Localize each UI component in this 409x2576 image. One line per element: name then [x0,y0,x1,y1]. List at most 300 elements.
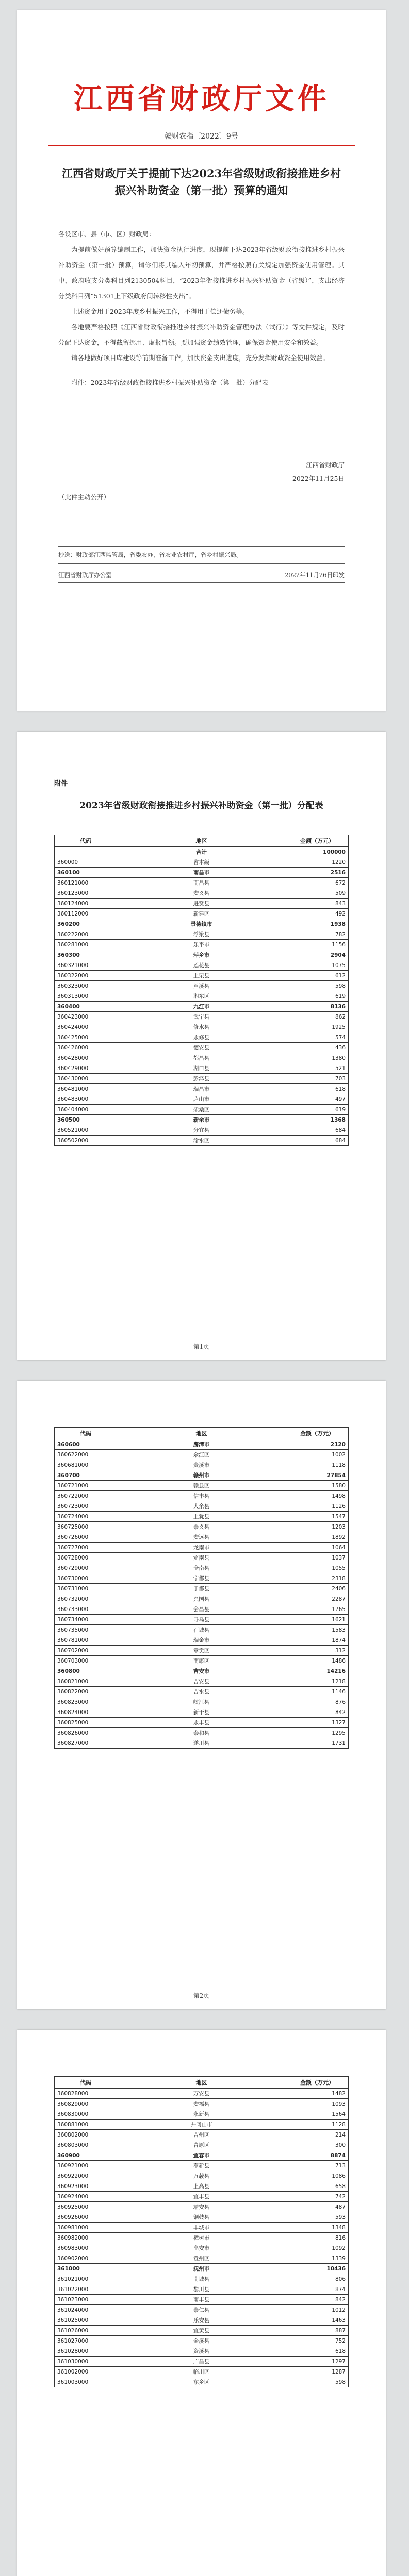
cell-amount: 684 [286,1125,349,1136]
issue-row [58,568,345,583]
cell-amount: 1874 [286,1635,349,1646]
cell-amount: 1002 [286,1450,349,1460]
cell-amount: 618 [286,1084,349,1094]
table-row [55,1625,349,1635]
cell-code: 360982000 [55,2233,117,2243]
table-row [55,1718,349,1728]
table-row [55,1012,349,1022]
cell-region: 德安县 [117,1043,286,1053]
cell-code: 360721000 [55,1481,117,1491]
cell-region: 修水县 [117,1022,286,1032]
cell-code: 360726000 [55,1532,117,1543]
cell-code: 360222000 [55,929,117,940]
cell-amount: 1368 [286,1115,349,1125]
cell-region: 赣州市 [117,1470,286,1481]
cell-code: 360428000 [55,1053,117,1063]
header-region: 地区 [117,835,286,847]
cell-region: 柴桑区 [117,1105,286,1115]
cell-code: 360322000 [55,971,117,981]
cell-region: 靖安县 [117,2202,286,2212]
cell-code: 361003000 [55,2377,117,2387]
cell-code: 360981000 [55,2223,117,2233]
table-row [55,919,349,929]
table-row [55,1053,349,1063]
cell-region: 吉州区 [117,2130,286,2140]
disclosure-note: （此件主动公开） [58,493,110,501]
cell-region: 信丰县 [117,1491,286,1501]
cell-amount: 1218 [286,1676,349,1687]
cell-region: 乐平市 [117,940,286,950]
cell-amount: 684 [286,1136,349,1146]
table-row [55,2130,349,2140]
table-row [55,2336,349,2346]
table-row [55,899,349,909]
cell-code: 361026000 [55,2326,117,2336]
cell-region: 庐山市 [117,1094,286,1105]
cell-code: 360823000 [55,1697,117,1707]
cell-code: 360730000 [55,1573,117,1584]
cell-code: 360781000 [55,1635,117,1646]
cell-region: 全南县 [117,1563,286,1573]
cell-amount: 1892 [286,1532,349,1543]
table-row [55,971,349,981]
cell-code: 360828000 [55,2089,117,2099]
cell-region: 万安县 [117,2089,286,2099]
table-row [55,2192,349,2202]
table-row [55,1481,349,1491]
cell-code: 360821000 [55,1676,117,1687]
cell-region: 进贤县 [117,899,286,909]
cell-region: 井冈山市 [117,2120,286,2130]
table-row [55,2140,349,2150]
table-row [55,1615,349,1625]
cell-code: 360922000 [55,2171,117,2181]
table-row [55,2295,349,2305]
cell-amount: 1093 [286,2099,349,2109]
cell-amount: 1731 [286,1738,349,1749]
cell-region: 万载县 [117,2171,286,2181]
cell-region: 章贡区 [117,1646,286,1656]
table-row [55,1584,349,1594]
cell-region: 湖口县 [117,1063,286,1074]
cell-amount: 874 [286,2284,349,2295]
cell-region: 安福县 [117,2099,286,2109]
cell-code: 360826000 [55,1728,117,1738]
table-row [55,2326,349,2336]
cell-region: 遂川县 [117,1738,286,1749]
cell-region: 吉安市 [117,1666,286,1676]
body-paragraph: 请各地做好项目库建设等前期准备工作，加快资金支出进度，充分发挥财政资金使用效益。 [71,354,330,362]
table-row [55,1687,349,1697]
table-row [55,1460,349,1470]
cell-region: 上高县 [117,2181,286,2192]
cell-region: 永丰县 [117,1718,286,1728]
cell-amount: 2287 [286,1594,349,1604]
cell-region: 石城县 [117,1625,286,1635]
cell-amount: 1128 [286,2120,349,2130]
signer: 江西省财政厅 [305,461,345,469]
cell-code: 360722000 [55,1491,117,1501]
cell-amount: 1092 [286,2243,349,2253]
cell-region: 南康区 [117,1656,286,1666]
cell-region: 兴国县 [117,1594,286,1604]
cell-amount: 816 [286,2233,349,2243]
cell-code: 360600 [55,1439,117,1450]
sign-date: 2022年11月25日 [292,474,345,482]
cell-amount: 2516 [286,868,349,878]
cell-code: 360802000 [55,2130,117,2140]
table-row [55,1697,349,1707]
cell-region: 景德镇市 [117,919,286,929]
distribution-block [58,546,345,583]
cell-amount: 1146 [286,1687,349,1697]
header-code: 代码 [55,835,117,847]
cell-code: 360735000 [55,1625,117,1635]
table-row [55,1470,349,1481]
table-row [55,2367,349,2377]
cell-region: 莲花县 [117,960,286,971]
table-row [55,2089,349,2099]
table-row [55,1002,349,1012]
table-header-row [55,1428,349,1439]
cell-code: 360822000 [55,1687,117,1697]
cell-amount: 521 [286,1063,349,1074]
cell-code: 360921000 [55,2161,117,2171]
cell-amount: 2406 [286,1584,349,1594]
cell-amount: 1547 [286,1512,349,1522]
cell-region: 上犹县 [117,1512,286,1522]
cell-code: 360681000 [55,1460,117,1470]
cell-amount: 598 [286,981,349,991]
cell-region: 赣县区 [117,1481,286,1491]
cell-region: 安义县 [117,888,286,899]
table-row [55,1573,349,1584]
header-code: 代码 [55,1428,117,1439]
cell-amount: 100000 [286,847,349,857]
table-row [55,1094,349,1105]
cell-code: 360500 [55,1115,117,1125]
cell-code: 360481000 [55,1084,117,1094]
cell-code: 360483000 [55,1094,117,1105]
table-row [55,2171,349,2181]
table-row [55,1553,349,1563]
cell-amount: 1486 [286,1656,349,1666]
table-row [55,2233,349,2243]
cell-region: 永修县 [117,1032,286,1043]
header-region: 地区 [117,2077,286,2089]
table-row [55,1022,349,1032]
cc-line: 抄送：财政部江西监管局，省委农办，省农业农村厅，省乡村振兴局。 [58,546,345,564]
cell-region: 渝水区 [117,1136,286,1146]
table-row [55,1604,349,1615]
table-row [55,1738,349,1749]
salutation: 各设区市、县（市、区）财政局： [58,230,155,238]
cell-amount: 1012 [286,2305,349,2315]
page-number: 第2页 [193,1992,210,1999]
cell-code: 360430000 [55,1074,117,1084]
cell-region: 宜丰县 [117,2192,286,2202]
cell-amount: 672 [286,878,349,888]
cell-region: 分宜县 [117,1125,286,1136]
cell-region: 于都县 [117,1584,286,1594]
cell-code: 360429000 [55,1063,117,1074]
table-row [55,2284,349,2295]
table-header-row [55,835,349,847]
table-row [55,857,349,868]
allocation-table [54,1427,349,1749]
cell-code: 360983000 [55,2243,117,2253]
cell-region: 崇义县 [117,1522,286,1532]
cell-amount: 1327 [286,1718,349,1728]
cell-code: 361027000 [55,2336,117,2346]
table-row [55,1125,349,1136]
table-row [55,1522,349,1532]
issuer: 江西省财政厅办公室 [58,571,112,579]
cell-code: 360123000 [55,888,117,899]
table-row [55,2346,349,2357]
cell-amount: 1203 [286,1522,349,1532]
cell-amount: 1498 [286,1491,349,1501]
table-row [55,2181,349,2192]
cell-region: 吉安县 [117,1676,286,1687]
cell-amount: 436 [286,1043,349,1053]
cell-amount: 703 [286,1074,349,1084]
cell-region: 袁州区 [117,2253,286,2264]
cell-region: 武宁县 [117,1012,286,1022]
allocation-table [54,835,349,1146]
table-row [55,888,349,899]
table-row [55,1676,349,1687]
cell-amount: 14216 [286,1666,349,1676]
cell-code: 360100 [55,868,117,878]
cell-code: 360902000 [55,2253,117,2264]
cell-code: 361025000 [55,2315,117,2326]
cell-amount: 1055 [286,1563,349,1573]
cell-region: 宁都县 [117,1573,286,1584]
cell-code: 361030000 [55,2357,117,2367]
cell-code: 360881000 [55,2120,117,2130]
cell-code: 360723000 [55,1501,117,1512]
cell-amount: 806 [286,2274,349,2284]
cell-region: 萍乡市 [117,950,286,960]
cover-page [17,10,386,711]
cell-code: 360729000 [55,1563,117,1573]
cell-region: 南丰县 [117,2295,286,2305]
cell-code: 361028000 [55,2346,117,2357]
cell-amount: 658 [286,2181,349,2192]
notice-title: 江西省财政厅关于提前下达2023年省级财政衔接推进乡村振兴补助资金（第一批）预算的通知 [61,167,341,197]
table-row [55,929,349,940]
cell-code: 361000 [55,2264,117,2274]
cell-code: 360926000 [55,2212,117,2223]
cell-amount: 1380 [286,1053,349,1063]
cell-region: 湘东区 [117,991,286,1002]
cell-amount: 1339 [286,2253,349,2264]
cell-code: 360900 [55,2150,117,2161]
cell-code: 360731000 [55,1584,117,1594]
table-row [55,2099,349,2109]
cell-code: 360923000 [55,2181,117,2192]
cell-amount: 1580 [286,1481,349,1491]
table-row [55,1450,349,1460]
cell-code: 361024000 [55,2305,117,2315]
cell-amount: 1287 [286,2367,349,2377]
cell-code: 360700 [55,1470,117,1481]
table-row [55,1707,349,1718]
cell-amount: 782 [286,929,349,940]
cell-amount: 713 [286,2161,349,2171]
cell-region: 南昌县 [117,878,286,888]
cell-amount: 300 [286,2140,349,2150]
cell-code: 360725000 [55,1522,117,1532]
cell-region: 会昌县 [117,1604,286,1615]
cell-region: 东乡区 [117,2377,286,2387]
table-row [55,878,349,888]
table-row [55,1439,349,1450]
cell-amount: 619 [286,991,349,1002]
cell-amount: 1564 [286,2109,349,2120]
body-paragraph: 各地要严格按照《江西省财政衔接推进乡村振兴补助资金管理办法（试行）》等文件规定，及时分配下达资金，不得截留挪用、虚报冒领。要加强资金绩效管理，确保资金使用安全和效益。 [58,323,345,346]
notice-body [58,227,345,391]
cell-code: 361002000 [55,2367,117,2377]
cell-region: 芦溪县 [117,981,286,991]
issue-date: 2022年11月26日印发 [284,571,345,579]
cell-region: 宜黄县 [117,2326,286,2336]
attachment-note: 附件：2023年省级财政衔接推进乡村振兴补助资金（第一批）分配表 [71,379,268,386]
cell-code: 360727000 [55,1543,117,1553]
cell-region: 九江市 [117,1002,286,1012]
cell-region: 临川区 [117,2367,286,2377]
cell-code: 360803000 [55,2140,117,2150]
cell-amount: 10436 [286,2264,349,2274]
body-paragraph: 上述资金用于2023年度乡村振兴工作，不得用于偿还债务等。 [71,308,249,315]
cell-code: 361021000 [55,2274,117,2284]
cell-code: 360313000 [55,991,117,1002]
cell-code: 360724000 [55,1512,117,1522]
cell-amount: 618 [286,2346,349,2357]
cell-code: 360423000 [55,1012,117,1022]
table-row [55,2274,349,2284]
cell-amount: 598 [286,2377,349,2387]
cell-amount: 876 [286,1697,349,1707]
header-amount: 金额（万元） [286,2077,349,2089]
cell-region: 鹰潭市 [117,1439,286,1450]
cell-amount: 1348 [286,2223,349,2233]
cell-amount: 1463 [286,2315,349,2326]
cell-region: 新建区 [117,909,286,919]
table-row [55,2150,349,2161]
cell-amount: 2120 [286,1439,349,1450]
cell-amount: 843 [286,899,349,909]
cell-code: 360732000 [55,1594,117,1604]
table-row [55,2377,349,2387]
cell-amount: 27854 [286,1470,349,1481]
table-row [55,2161,349,2171]
cell-region: 广昌县 [117,2357,286,2367]
cell-code: 361022000 [55,2284,117,2295]
cell-region: 瑞昌市 [117,1084,286,1094]
cell-amount: 1482 [286,2089,349,2099]
cell-code: 360323000 [55,981,117,991]
cell-amount: 1220 [286,857,349,868]
cell-amount: 509 [286,888,349,899]
table-title: 2023年省级财政衔接推进乡村振兴补助资金（第一批）分配表 [79,801,323,811]
cell-amount: 752 [286,2336,349,2346]
table-row [55,1136,349,1146]
cell-region: 彭泽县 [117,1074,286,1084]
cell-code: 360321000 [55,960,117,971]
table-row [55,1512,349,1522]
cell-code: 360830000 [55,2109,117,2120]
cell-amount: 8136 [286,1002,349,1012]
cell-region: 峡江县 [117,1697,286,1707]
cell-code: 360825000 [55,1718,117,1728]
table-row [55,1594,349,1604]
cell-code: 360425000 [55,1032,117,1043]
cell-amount: 1621 [286,1615,349,1625]
cell-code: 360000 [55,857,117,868]
table-row [55,1728,349,1738]
cell-amount: 1295 [286,1728,349,1738]
attachment-page-1 [17,732,386,1360]
cell-region: 龙南市 [117,1543,286,1553]
table-row [55,1532,349,1543]
table-row [55,1563,349,1573]
cell-code: 360424000 [55,1022,117,1032]
table-row [55,909,349,919]
cell-region: 乐安县 [117,2315,286,2326]
cell-region: 都昌县 [117,1053,286,1063]
cell-amount: 1075 [286,960,349,971]
cell-amount: 487 [286,2202,349,2212]
cell-code: 360281000 [55,940,117,950]
cell-region: 定南县 [117,1553,286,1563]
cell-amount: 862 [286,1012,349,1022]
cell-region: 大余县 [117,1501,286,1512]
cell-region: 贵溪市 [117,1460,286,1470]
cell-amount: 497 [286,1094,349,1105]
table-row [55,2357,349,2367]
page-number: 第1页 [193,1343,210,1350]
cell-amount: 2318 [286,1573,349,1584]
table-row [55,2243,349,2253]
cell-code: 360829000 [55,2099,117,2109]
org-header: 江西省财政厅文件 [73,82,330,116]
cell-region: 黎川县 [117,2284,286,2295]
cell-amount: 593 [286,2212,349,2223]
cell-amount: 1583 [286,1625,349,1635]
table-row [55,1063,349,1074]
cell-amount: 887 [286,2326,349,2336]
cell-amount: 1765 [286,1604,349,1615]
cell-amount: 619 [286,1105,349,1115]
cell-code [55,847,117,857]
header-region: 地区 [117,1428,286,1439]
cell-region: 余江区 [117,1450,286,1460]
cell-amount: 1037 [286,1553,349,1563]
cell-code: 360622000 [55,1450,117,1460]
cell-code: 360924000 [55,2192,117,2202]
cell-amount: 2904 [286,950,349,960]
cell-region: 合计 [117,847,286,857]
cell-region: 南昌市 [117,868,286,878]
table-row [55,1666,349,1676]
body-paragraph: 为提前做好预算编制工作，加快资金执行进度，现提前下达2023年省级财政衔接推进乡村振兴补助资金（第一批）预算，请你们将其编入年初预算，并严格按照有关规定加强资金使用管理。其中，政府收支分类科目列2130504科目，“2023年衔接推进乡村振兴补助资金（省级）”，支出经济分类科目列“51301上下级政府间转移性支出”。 [58,246,345,300]
cell-code: 360124000 [55,899,117,909]
cell-code: 360827000 [55,1738,117,1749]
table-row [55,2109,349,2120]
cell-region: 铜鼓县 [117,2212,286,2223]
